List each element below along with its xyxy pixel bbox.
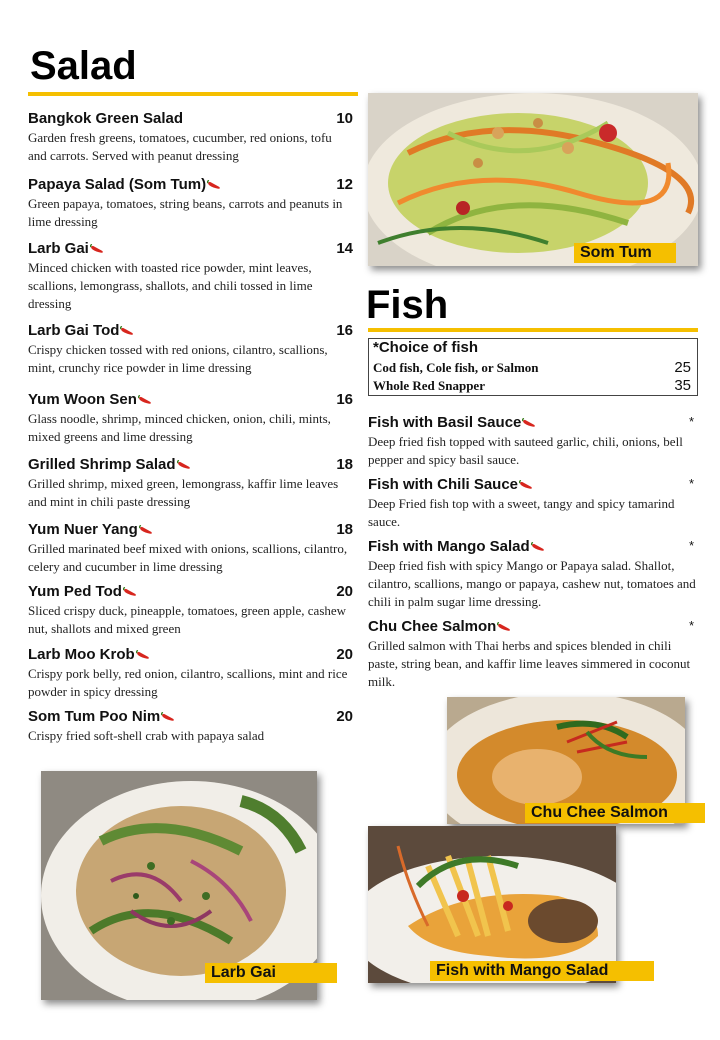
chu-chee-salmon-caption: Chu Chee Salmon	[525, 803, 705, 823]
som-tum-image	[368, 93, 698, 266]
item-price: 14	[336, 240, 353, 257]
salad-divider	[28, 92, 358, 96]
item-name-text: Larb Moo Krob	[28, 646, 135, 663]
fish-choice-title: *Choice of fish	[373, 339, 479, 356]
menu-item-bangkok-green-salad	[28, 110, 353, 165]
item-price-note: *	[688, 538, 694, 553]
menu-item-larb-gai	[28, 240, 353, 313]
item-price-note: *	[688, 414, 694, 429]
fish-title: Fish	[366, 283, 449, 327]
menu-item-yum-woon-sen	[28, 391, 353, 446]
chili-pepper-icon	[177, 460, 192, 470]
menu-item-yum-ped-tod	[28, 583, 353, 638]
fish-choice-box	[368, 338, 698, 396]
chili-pepper-icon	[138, 395, 153, 405]
item-name-text: Fish with Mango Salad	[368, 538, 530, 555]
item-name-text: Yum Nuer Yang	[28, 521, 138, 538]
salad-title: Salad	[30, 44, 137, 88]
chili-pepper-icon	[123, 587, 138, 597]
item-description: Crispy pork belly, red onion, cilantro, scallions, mint and rice powder in spicy dressing	[28, 666, 348, 699]
item-description: Glass noodle, shrimp, minced chicken, onion, chili, mints, mixed greens and lime dressing	[28, 411, 331, 444]
fish-mango-salad-photo	[368, 826, 616, 983]
item-name	[368, 476, 698, 494]
item-name	[28, 456, 353, 474]
fish-choice-row	[373, 359, 691, 377]
item-price-note: *	[688, 618, 694, 633]
item-price: 12	[336, 176, 353, 193]
item-description: Grilled shrimp, mixed green, lemongrass, kaffir lime leaves and mint in chili paste dressing	[28, 476, 339, 509]
item-name	[368, 414, 698, 432]
item-description: Crispy fried soft-shell crab with papaya salad	[28, 728, 265, 743]
item-name	[28, 646, 353, 664]
item-price: 20	[336, 646, 353, 663]
item-description: Garden fresh greens, tomatoes, cucumber, red onions, tofu and carrots. Served with peanut dressing	[28, 130, 332, 163]
chili-pepper-icon	[90, 244, 105, 254]
fish-divider	[368, 328, 698, 332]
item-price-note: *	[688, 476, 694, 491]
chili-pepper-icon	[207, 180, 222, 190]
item-description: Sliced crispy duck, pineapple, tomatoes, green apple, cashew nut, shallots and mixed green	[28, 603, 347, 636]
menu-item-grilled-shrimp-salad	[28, 456, 353, 511]
menu-item-som-tum-poo-nim	[28, 708, 353, 745]
item-name	[368, 618, 698, 636]
item-price: 20	[336, 583, 353, 600]
fish-choice-price: 35	[674, 377, 691, 394]
item-description: Crispy chicken tossed with red onions, cilantro, scallions, mint, crunchy rice powder in lime dressing	[28, 342, 328, 375]
item-price: 16	[336, 322, 353, 339]
item-name-text: Larb Gai	[28, 240, 89, 257]
fish-choice-price: 25	[674, 359, 691, 376]
item-name-text: Fish with Basil Sauce	[368, 414, 522, 431]
item-name	[28, 176, 353, 194]
som-tum-photo	[368, 93, 698, 266]
chili-pepper-icon	[139, 525, 154, 535]
fish-mango-salad-caption: Fish with Mango Salad	[430, 961, 654, 981]
item-price: 18	[336, 456, 353, 473]
menu-item-fish-mango-salad	[368, 538, 698, 611]
item-name	[368, 538, 698, 556]
menu-item-yum-nuer-yang	[28, 521, 353, 576]
item-description: Grilled salmon with Thai herbs and spices blended in chili paste, string bean, and kaffir lime leaves simmered in coconut milk.	[368, 638, 691, 689]
item-price: 18	[336, 521, 353, 538]
item-name	[28, 708, 353, 726]
item-name	[28, 521, 353, 539]
item-name	[28, 240, 353, 258]
item-name-text: Larb Gai Tod	[28, 322, 120, 339]
item-description: Deep fried fish with spicy Mango or Papaya salad. Shallot, cilantro, scallions, mango or papaya, cashew nut, tomatoes and chili in palm sugar lime dressing.	[368, 558, 696, 609]
chili-pepper-icon	[120, 326, 135, 336]
item-name-text: Yum Ped Tod	[28, 583, 122, 600]
item-price: 20	[336, 708, 353, 725]
chili-pepper-icon	[497, 622, 512, 632]
item-name-text: Fish with Chili Sauce	[368, 476, 519, 493]
item-name-text: Chu Chee Salmon	[368, 618, 497, 635]
item-description: Minced chicken with toasted rice powder, mint leaves, scallions, lemongrass, shallots, and chili tossed in lime dressing	[28, 260, 313, 311]
item-price: 10	[336, 110, 353, 127]
item-name-text: Yum Woon Sen	[28, 391, 137, 408]
fish-choice-label: Cod fish, Cole fish, or Salmon	[373, 360, 539, 375]
larb-gai-caption: Larb Gai	[205, 963, 337, 983]
item-name	[28, 391, 353, 409]
chili-pepper-icon	[519, 480, 534, 490]
item-name: Bangkok Green Salad	[28, 110, 184, 127]
item-description: Deep fried fish topped with sauteed garlic, chili, onions, bell pepper and spicy basil sauce.	[368, 434, 683, 467]
item-name-text: Grilled Shrimp Salad	[28, 456, 176, 473]
item-name	[28, 583, 353, 601]
item-name-text: Papaya Salad (Som Tum)	[28, 176, 207, 193]
menu-item-fish-chili-sauce	[368, 476, 698, 531]
chili-pepper-icon	[136, 650, 151, 660]
som-tum-caption: Som Tum	[574, 243, 676, 263]
menu-item-larb-gai-tod	[28, 322, 353, 377]
chili-pepper-icon	[531, 542, 546, 552]
fish-mango-salad-image	[368, 826, 616, 983]
chili-pepper-icon	[161, 712, 176, 722]
item-description: Green papaya, tomatoes, string beans, carrots and peanuts in lime dressing	[28, 196, 343, 229]
item-description: Grilled marinated beef mixed with onions, scallions, cilantro, celery and cucumber in lime dressing	[28, 541, 348, 574]
menu-item-papaya-salad	[28, 176, 353, 231]
menu-item-chu-chee-salmon	[368, 618, 698, 691]
menu-item-larb-moo-krob	[28, 646, 353, 701]
fish-choice-label: Whole Red Snapper	[373, 378, 485, 393]
item-name	[28, 322, 353, 340]
fish-choice-row	[373, 377, 691, 395]
item-name-text: Som Tum Poo Nim	[28, 708, 161, 725]
item-description: Deep Fried fish top with a sweet, tangy and spicy tamarind sauce.	[368, 496, 675, 529]
item-price: 16	[336, 391, 353, 408]
menu-item-fish-basil-sauce	[368, 414, 698, 469]
chili-pepper-icon	[522, 418, 537, 428]
